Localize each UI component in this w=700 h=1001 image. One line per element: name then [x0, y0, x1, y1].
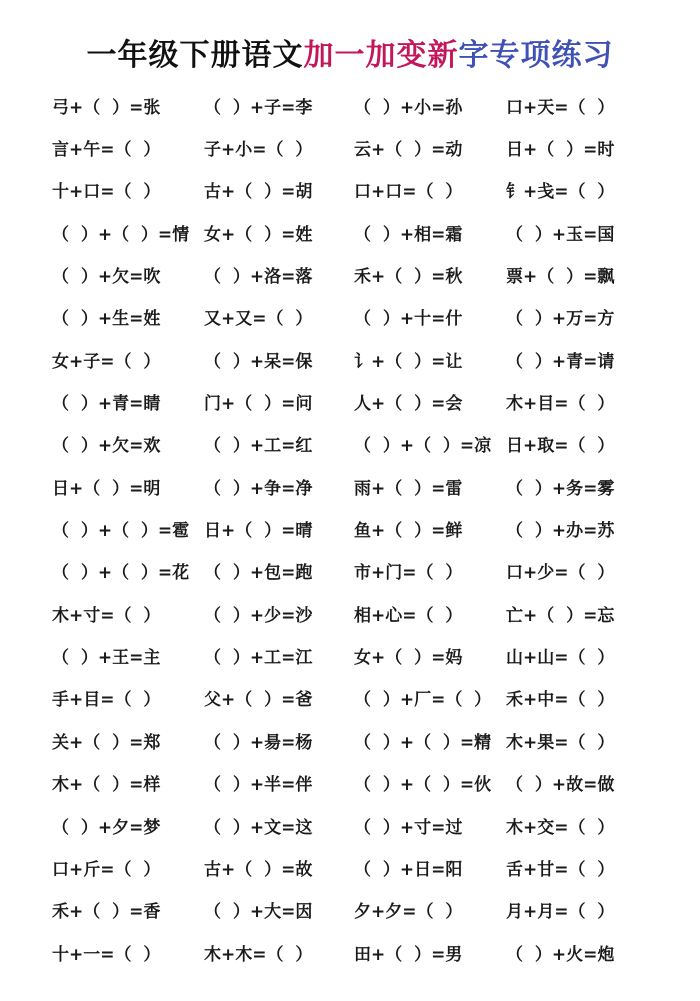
exercise-item: 相+心=（ ） — [354, 605, 463, 626]
exercise-item: 人+（ ）=会 — [354, 394, 463, 415]
exercise-item: 讠+（ ）=让 — [354, 351, 463, 372]
exercise-item: （ ）+王=主 — [52, 648, 161, 669]
exercise-item: 木+果=（ ） — [506, 732, 615, 753]
exercise-item: 木+木=（ ） — [204, 944, 313, 965]
exercise-item: （ ）+务=雾 — [506, 478, 615, 499]
exercise-item: （ ）+玉=国 — [506, 224, 615, 245]
exercise-item: （ ）+文=这 — [204, 817, 313, 838]
exercise-item: 木+（ ）=样 — [52, 775, 161, 796]
exercise-item: （ ）+欠=欢 — [52, 436, 161, 457]
exercise-item: 月+月=（ ） — [506, 902, 615, 923]
exercise-item: 禾+（ ）=秋 — [354, 267, 463, 288]
exercise-item: （ ）+小=孙 — [354, 97, 463, 118]
exercise-item: （ ）+寸=过 — [354, 817, 463, 838]
title-part-blue: 字专项练习 — [458, 38, 614, 73]
exercise-item: 十+口=（ ） — [52, 182, 161, 203]
exercise-item: （ ）+夕=梦 — [52, 817, 161, 838]
exercise-item: 夕+夕=（ ） — [354, 902, 463, 923]
exercise-item: （ ）+呆=保 — [204, 351, 313, 372]
exercise-item: （ ）+相=霜 — [354, 224, 463, 245]
exercise-item: 舌+甘=（ ） — [506, 859, 615, 880]
exercise-item: 口+天=（ ） — [506, 97, 615, 118]
exercise-item: （ ）+日=阳 — [354, 859, 463, 880]
exercise-item: （ ）+火=炮 — [506, 944, 615, 965]
exercise-item: 钅+戋=（ ） — [506, 182, 615, 203]
exercise-item: 口+斤=（ ） — [52, 859, 161, 880]
exercise-item: 木+寸=（ ） — [52, 605, 161, 626]
exercise-item: （ ）+半=伴 — [204, 775, 313, 796]
exercise-item: 雨+（ ）=雷 — [354, 478, 463, 499]
exercise-item: 古+（ ）=胡 — [204, 182, 313, 203]
exercise-item: （ ）+工=江 — [204, 648, 313, 669]
exercise-item: 亡+（ ）=忘 — [506, 605, 615, 626]
exercise-item: 云+（ ）=动 — [354, 140, 463, 161]
exercise-item: 票+（ ）=飘 — [506, 267, 615, 288]
exercise-item: 木+交=（ ） — [506, 817, 615, 838]
exercise-item: （ ）+（ ）=雹 — [52, 521, 190, 542]
exercise-item: 市+门=（ ） — [354, 563, 463, 584]
exercise-item: （ ）+昜=杨 — [204, 732, 313, 753]
exercise-item: 古+（ ）=故 — [204, 859, 313, 880]
exercise-item: 十+一=（ ） — [52, 944, 161, 965]
exercise-item: （ ）+青=睛 — [52, 394, 161, 415]
exercise-item: 关+（ ）=郑 — [52, 732, 161, 753]
exercise-item: 门+（ ）=问 — [204, 394, 313, 415]
exercise-item: （ ）+办=苏 — [506, 521, 615, 542]
exercise-item: 言+午=（ ） — [52, 140, 161, 161]
exercise-item: 鱼+（ ）=鲜 — [354, 521, 463, 542]
exercise-item: 山+山=（ ） — [506, 648, 615, 669]
exercise-item: 又+又=（ ） — [204, 309, 313, 330]
exercise-item: 禾+（ ）=香 — [52, 902, 161, 923]
exercise-item: （ ）+（ ）=凉 — [354, 436, 492, 457]
exercise-item: （ ）+洛=落 — [204, 267, 313, 288]
exercise-item: （ ）+厂=（ ） — [354, 690, 492, 711]
exercise-item: （ ）+欠=吹 — [52, 267, 161, 288]
exercise-item: 弓+（ ）=张 — [52, 97, 161, 118]
exercise-item: （ ）+子=李 — [204, 97, 313, 118]
exercise-grid — [52, 84, 644, 984]
exercise-item: 口+少=（ ） — [506, 563, 615, 584]
exercise-item: （ ）+争=净 — [204, 478, 313, 499]
exercise-item: （ ）+（ ）=精 — [354, 732, 492, 753]
exercise-item: 田+（ ）=男 — [354, 944, 463, 965]
exercise-item: 父+（ ）=爸 — [204, 690, 313, 711]
exercise-item: （ ）+万=方 — [506, 309, 615, 330]
exercise-item: （ ）+（ ）=伙 — [354, 775, 492, 796]
exercise-item: 木+目=（ ） — [506, 394, 615, 415]
exercise-item: （ ）+工=红 — [204, 436, 313, 457]
exercise-item: 手+目=（ ） — [52, 690, 161, 711]
exercise-item: （ ）+十=什 — [354, 309, 463, 330]
exercise-item: 女+（ ）=妈 — [354, 648, 463, 669]
exercise-item: （ ）+（ ）=花 — [52, 563, 190, 584]
exercise-item: （ ）+大=因 — [204, 902, 313, 923]
exercise-item: （ ）+（ ）=情 — [52, 224, 190, 245]
exercise-item: 女+子=（ ） — [52, 351, 161, 372]
exercise-item: 禾+中=（ ） — [506, 690, 615, 711]
exercise-item: 口+口=（ ） — [354, 182, 463, 203]
exercise-item: 女+（ ）=姓 — [204, 224, 313, 245]
exercise-item: 日+（ ）=晴 — [204, 521, 313, 542]
exercise-item: （ ）+包=跑 — [204, 563, 313, 584]
exercise-item: 子+小=（ ） — [204, 140, 313, 161]
exercise-item: （ ）+故=做 — [506, 775, 615, 796]
title-part-black: 一年级下册语文 — [86, 38, 304, 73]
exercise-item: （ ）+生=姓 — [52, 309, 161, 330]
exercise-item: （ ）+青=请 — [506, 351, 615, 372]
worksheet-title — [0, 30, 700, 74]
title-part-red: 加一加变新 — [303, 38, 459, 73]
exercise-item: 日+取=（ ） — [506, 436, 615, 457]
exercise-item: 日+（ ）=明 — [52, 478, 161, 499]
exercise-item: 日+（ ）=时 — [506, 140, 615, 161]
exercise-item: （ ）+少=沙 — [204, 605, 313, 626]
